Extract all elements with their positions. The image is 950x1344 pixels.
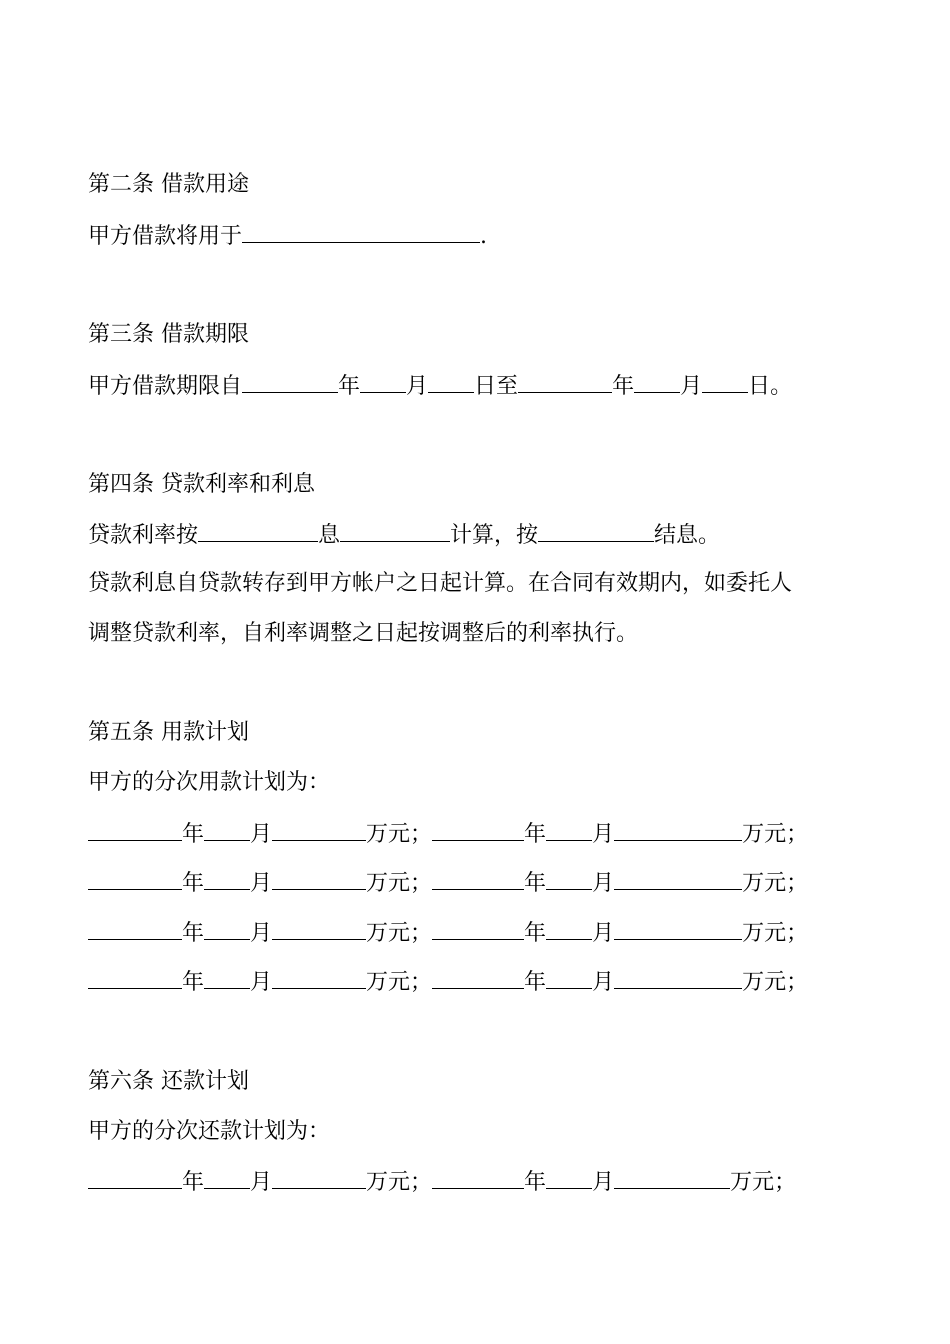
year-label: 年 xyxy=(524,1170,547,1195)
end-month-blank[interactable] xyxy=(634,370,680,393)
day-end-label: 日。 xyxy=(748,374,793,399)
year-blank[interactable] xyxy=(88,917,182,940)
schedule-row xyxy=(88,917,808,949)
amount-blank[interactable] xyxy=(614,867,742,890)
amount-label: 万元； xyxy=(742,871,809,896)
day-to-label: 日至 xyxy=(474,374,519,399)
start-month-blank[interactable] xyxy=(360,370,406,393)
month-blank[interactable] xyxy=(546,818,592,841)
article-3-term-line xyxy=(88,370,792,402)
month-label: 月 xyxy=(592,871,615,896)
schedule-row xyxy=(88,818,808,850)
year-blank[interactable] xyxy=(432,867,524,890)
month-label: 月 xyxy=(592,970,615,995)
rate-blank-1[interactable] xyxy=(198,519,318,542)
year-blank[interactable] xyxy=(88,818,182,841)
amount-label: 万元； xyxy=(366,822,433,847)
amount-blank[interactable] xyxy=(272,867,366,890)
amount-blank[interactable] xyxy=(614,966,742,989)
amount-blank[interactable] xyxy=(272,966,366,989)
year-label: 年 xyxy=(612,374,635,399)
year-label: 年 xyxy=(524,921,547,946)
year-blank[interactable] xyxy=(432,917,524,940)
amount-label: 万元； xyxy=(366,921,433,946)
article-4-para-2: 调整贷款利率，自利率调整之日起按调整后的利率执行。 xyxy=(88,621,639,646)
year-blank[interactable] xyxy=(432,1166,524,1189)
month-blank[interactable] xyxy=(204,966,250,989)
month-label: 月 xyxy=(592,921,615,946)
year-label: 年 xyxy=(182,921,205,946)
article-6-title: 第六条 还款计划 xyxy=(88,1069,249,1094)
purpose-period: . xyxy=(480,224,488,249)
article-2-purpose-line xyxy=(88,220,487,252)
amount-label: 万元； xyxy=(742,921,809,946)
amount-label: 万元； xyxy=(366,871,433,896)
article-4-title: 第四条 贷款利率和利息 xyxy=(88,472,315,497)
article-5-title: 第五条 用款计划 xyxy=(88,720,249,745)
article-4-para-1: 贷款利息自贷款转存到甲方帐户之日起计算。在合同有效期内，如委托人 xyxy=(88,571,793,596)
month-blank[interactable] xyxy=(546,917,592,940)
month-label: 月 xyxy=(406,374,429,399)
year-label: 年 xyxy=(182,970,205,995)
year-blank[interactable] xyxy=(432,818,524,841)
purpose-label: 甲方借款将用于 xyxy=(88,224,243,249)
month-blank[interactable] xyxy=(204,867,250,890)
amount-blank[interactable] xyxy=(272,818,366,841)
month-blank[interactable] xyxy=(204,917,250,940)
schedule-row xyxy=(88,867,808,899)
rate-label-b: 息 xyxy=(318,523,341,548)
month-label: 月 xyxy=(592,822,615,847)
month-label: 月 xyxy=(250,921,273,946)
year-label: 年 xyxy=(182,871,205,896)
amount-label: 万元； xyxy=(366,1170,433,1195)
year-blank[interactable] xyxy=(432,966,524,989)
month-label: 月 xyxy=(592,1170,615,1195)
year-label: 年 xyxy=(338,374,361,399)
amount-label: 万元； xyxy=(742,822,809,847)
month-label: 月 xyxy=(250,822,273,847)
amount-blank[interactable] xyxy=(614,818,742,841)
year-label: 年 xyxy=(524,970,547,995)
amount-blank[interactable] xyxy=(272,1166,366,1189)
rate-label-d: 结息。 xyxy=(654,523,721,548)
start-day-blank[interactable] xyxy=(428,370,474,393)
year-label: 年 xyxy=(182,822,205,847)
year-blank[interactable] xyxy=(88,1166,182,1189)
month-blank[interactable] xyxy=(546,867,592,890)
month-label: 月 xyxy=(250,871,273,896)
year-label: 年 xyxy=(182,1170,205,1195)
year-label: 年 xyxy=(524,822,547,847)
end-day-blank[interactable] xyxy=(702,370,748,393)
purpose-blank[interactable] xyxy=(242,220,480,243)
amount-blank[interactable] xyxy=(614,917,742,940)
term-label: 甲方借款期限自 xyxy=(88,374,243,399)
rate-label-c: 计算，按 xyxy=(450,523,539,548)
article-3-title: 第三条 借款期限 xyxy=(88,322,249,347)
month-blank[interactable] xyxy=(546,1166,592,1189)
month-blank[interactable] xyxy=(546,966,592,989)
end-year-blank[interactable] xyxy=(518,370,612,393)
month-label: 月 xyxy=(250,970,273,995)
rate-blank-3[interactable] xyxy=(538,519,654,542)
article-4-rate-line xyxy=(88,519,720,551)
year-blank[interactable] xyxy=(88,867,182,890)
amount-blank[interactable] xyxy=(614,1166,730,1189)
amount-label: 万元； xyxy=(730,1170,797,1195)
article-5-intro: 甲方的分次用款计划为： xyxy=(88,770,331,795)
month-blank[interactable] xyxy=(204,818,250,841)
year-blank[interactable] xyxy=(88,966,182,989)
repayment-row xyxy=(88,1166,796,1198)
year-label: 年 xyxy=(524,871,547,896)
month-blank[interactable] xyxy=(204,1166,250,1189)
amount-label: 万元； xyxy=(742,970,809,995)
amount-blank[interactable] xyxy=(272,917,366,940)
article-6-intro: 甲方的分次还款计划为： xyxy=(88,1119,331,1144)
schedule-row xyxy=(88,966,808,998)
month-label: 月 xyxy=(680,374,703,399)
month-label: 月 xyxy=(250,1170,273,1195)
rate-label-a: 贷款利率按 xyxy=(88,523,199,548)
article-2-title: 第二条 借款用途 xyxy=(88,172,249,197)
amount-label: 万元； xyxy=(366,970,433,995)
start-year-blank[interactable] xyxy=(242,370,338,393)
rate-blank-2[interactable] xyxy=(340,519,450,542)
